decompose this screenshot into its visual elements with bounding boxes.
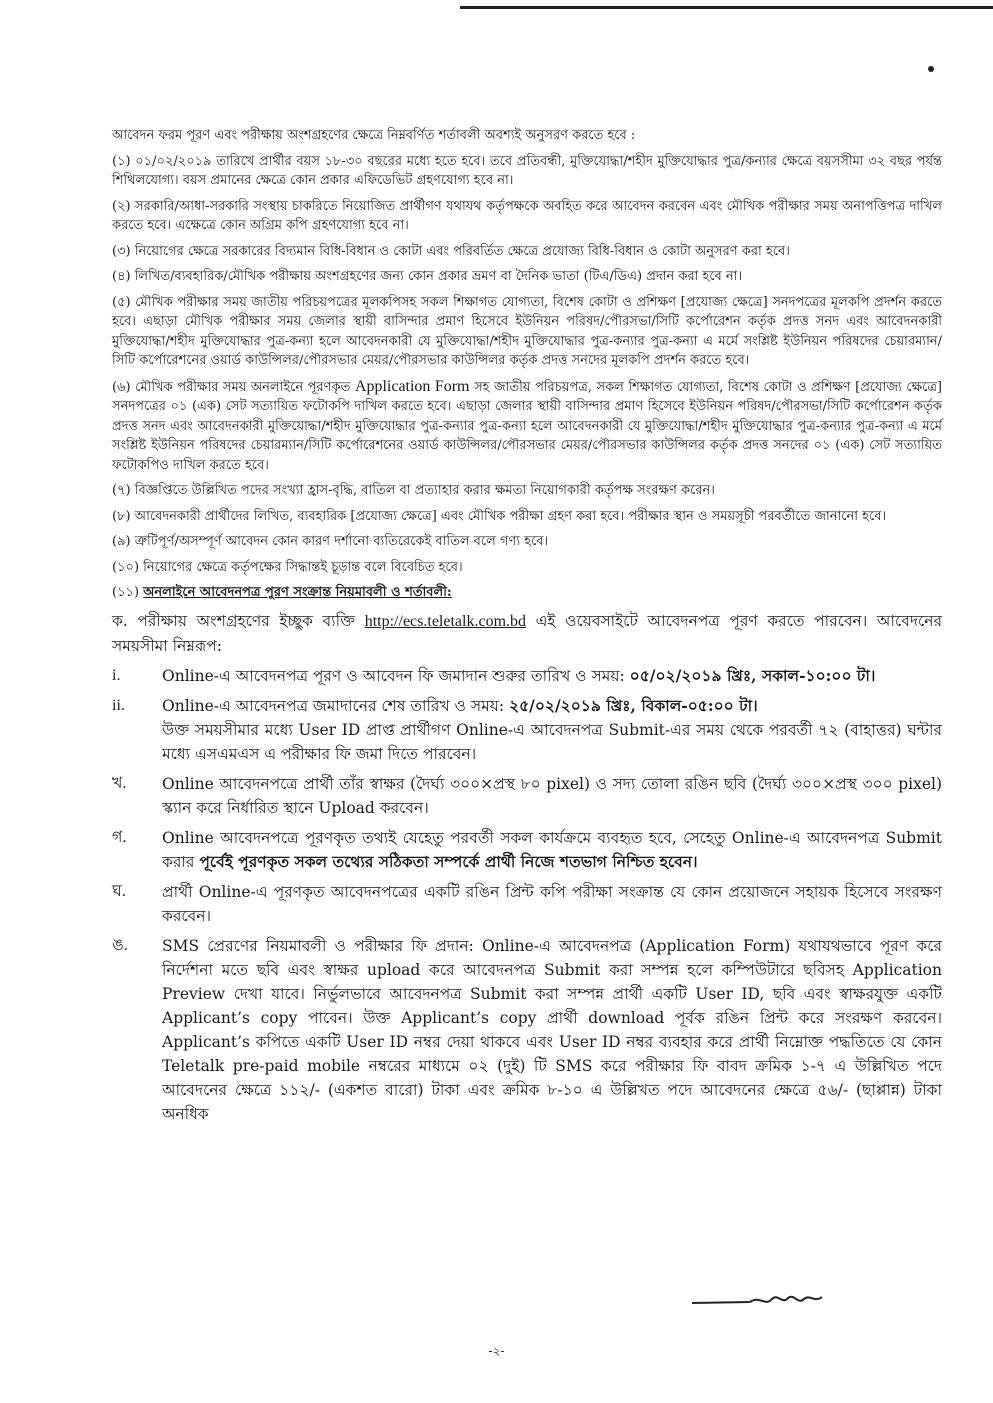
item-uma (112, 934, 942, 1126)
intro-text: আবেদন ফরম পূরণ এবং পরীক্ষায় অংশগ্রহণের ক্ষেত্রে নিম্নবর্ণিত শর্তাবলী অবশ্যই অনুসরণ করতে হবে : (112, 128, 636, 143)
document-body (112, 126, 942, 1132)
rule-6-rest: সহ জাতীয় পরিচয়পত্র, সকল শিক্ষাগত যোগ্যতা, বিশেষ কোটা ও প্রশিক্ষণ [প্রযোজ্য ক্ষেত্রে] সনদপত্রের ০১ (এক) সেট সত্যায়িত ফটোকপি দাখিল করতে হবে। এছাড়া জেলার স্থায়ী বাসিন্দার প্রমাণ হিসেবে ইউনিয়ন পরিষদ/পৌরসভা/সিটি কর্পোরেশন কর্তৃক প্রদত্ত সনদ এবং আবেদনকারী মুক্তিযোদ্ধা/শহীদ মুক্তিযোদ্ধার পুত্র-কন্যার পুত্র-কন্যা হলে আবেদনকারী যে মুক্তিযোদ্ধা/শহীদ মুক্তিযোদ্ধার পুত্র-কন্যার পুত্র-কন্যা এ মর্মে সংশ্লিষ্ট ইউনিয়ন পরিষদের চেয়ারম্যান/সিটি কর্পোরেশনের ওয়ার্ড কাউন্সিলর/পৌরসভার মেয়র/পৌরসভার কাউন্সিলর কর্তৃক প্রদত্ত সনদের ০১ (এক) সেট সত্যায়িত ফটোকপিও দাখিল করতে হবে। (112, 379, 943, 473)
item-i-start-date: ০৫/০২/২০১৯ খ্রিঃ, সকাল-১০:০০ টা। (629, 665, 876, 685)
rule-5: (৫) মৌখিক পরীক্ষার সময় জাতীয় পরিচয়পত্রের মূলকপিসহ সকল শিক্ষাগত যোগ্যতা, বিশেষ কোটা ও প্রশিক্ষণ [প্রযোজ্য ক্ষেত্রে] সনদপত্রের মূলকপি প্রদর্শন করতে হবে। এছাড়া মৌখিক পরীক্ষার সময় জেলার স্থায়ী বাসিন্দার প্রমাণ হিসেবে ইউনিয়ন পরিষদ/পৌরসভা/সিটি কর্পোরেশন কর্তৃক প্রদত্ত সনদ এবং আবেদনকারী মুক্তিযোদ্ধা/শহীদ মুক্তিযোদ্ধার পুত্র-কন্যা হলে আবেদনকারী যে মুক্তিযোদ্ধা/শহীদ মুক্তিযোদ্ধার পুত্র-কন্যার পুত্র-কন্যা এ মর্মে সংশ্লিষ্ট ইউনিয়ন পরিষদের চেয়ারম্যান/সিটি কর্পোরেশনের ওয়ার্ড কাউন্সিলর/পৌরসভার মেয়র/পৌরসভার কাউন্সিলর কর্তৃক প্রদত্ত সনদের মূলকপি প্রদর্শন করতে হবে। (112, 294, 942, 368)
item-i (112, 664, 942, 688)
item-kha-label: খ. (112, 774, 127, 792)
page-number: -২- (488, 1344, 505, 1358)
item-ka-lead: ক. পরীক্ষায় অংশগ্রহণের ইচ্ছুক ব্যক্তি (112, 611, 356, 630)
rule-8: (৮) আবেদনকারী প্রার্থীদের লিখিত, ব্যবহারিক [প্রযোজ্য ক্ষেত্রে] এবং মৌখিক পরীক্ষা গ্রহণ করা হবে। পরীক্ষার স্থান ও সময়সূচী পরবর্তীতে জানানো হবে। (112, 508, 887, 524)
item-ka-rest: এই ওয়েবসাইটে আবেদনপত্র পূরণ করতে পারবেন। আবেদনের সময়সীমা নিম্নরূপ: (112, 611, 942, 655)
item-ga-label: গ. (112, 828, 127, 846)
item-kha-text: Online আবেদনপত্রে প্রার্থী তাঁর স্বাক্ষর (দৈর্ঘ্য ৩০০×প্রস্থ ৮০ pixel) ও সদ্য তোলা রঙিন ছবি (দৈর্ঘ্য ৩০০×প্রস্থ ৩০০ pixel) স্ক্যান করে নির্ধারিত স্থানে Upload করবেন। (162, 774, 942, 817)
rule-7: (৭) বিজ্ঞপ্তিতে উল্লিখিত পদের সংখ্যা হ্রাস-বৃদ্ধি, বাতিল বা প্রত্যাহার করার ক্ষমতা নিয়োগকারী কর্তৃপক্ষ সংরক্ষণ করেন। (112, 483, 715, 498)
item-ga (112, 826, 942, 874)
item-kha (112, 772, 942, 820)
rule-4: (৪) লিখিত/ব্যবহারিক/মৌখিক পরীক্ষায় অংশগ্রহণের জন্য কোন প্রকার ভ্রমণ বা দৈনিক ভাতা (টিএ/ডিএ) প্রদান করা হবে না। (112, 269, 743, 284)
item-ii-label: ii. (112, 696, 125, 714)
item-ii-end-date: ২৫/০২/২০১৯ খ্রিঃ, বিকাল-০৫:০০ টা। (509, 695, 758, 715)
rule-6-lead: (৬) মৌখিক পরীক্ষার সময় অনলাইনে পূরণকৃত (112, 379, 351, 395)
signature-mark (690, 1285, 840, 1313)
item-ii (112, 694, 942, 766)
corner-mark (928, 66, 934, 72)
rule-11-title: অনলাইনে আবেদনপত্র পুরণ সংক্রান্ত নিয়মাবলী ও শর্তাবলী: (143, 585, 452, 600)
rule-10: (১০) নিয়োগের ক্ষেত্রে কর্তৃপক্ষের সিদ্ধান্তই চূড়ান্ত বলে বিবেচিত হবে। (112, 559, 463, 575)
item-ka (112, 609, 942, 658)
rule-9: (৯) ত্রুটিপূর্ণ/অসম্পূর্ণ আবেদন কোন কারণ দর্শানো ব্যতিরেকেই বাতিল বলে গণ্য হবে। (112, 534, 549, 549)
item-i-text: Online-এ আবেদনপত্র পূরণ ও আবেদন ফি জমাদান শুরুর তারিখ ও সময়: (162, 666, 625, 685)
rule-6 (112, 377, 942, 476)
website-link[interactable]: http://ecs.teletalk.com.bd (364, 612, 527, 630)
item-gha (112, 880, 942, 928)
rule-6-form-name: Application Form (354, 377, 470, 395)
item-gha-label: ঘ. (112, 882, 126, 900)
rule-11-heading (112, 583, 942, 603)
item-i-label: i. (112, 666, 121, 684)
item-uma-label: ঙ. (112, 936, 128, 954)
rule-1: (১) ০১/০২/২০১৯ তারিখে প্রার্থীর বয়স ১৮-৩০ বছরের মধ্যে হতে হবে। তবে প্রতিবন্ধী, মুক্তিযোদ্ধা/শহীদ মুক্তিযোদ্ধার পুত্র/কন্যার ক্ষেত্রে বয়সসীমা ৩২ বছর পর্যন্ত শিথিলযোগ্য। বয়স প্রমানের ক্ষেত্রে কোন প্রকার এফিডেভিট গ্রহণযোগ্য হবে না। (112, 153, 942, 188)
item-ga-emphasis: পূর্বেই পূরণকৃত সকল তথ্যের সঠিকতা সম্পর্কে প্রার্থী নিজে শতভাগ নিশ্চিত হবেন। (199, 851, 698, 871)
item-ga-text: Online আবেদনপত্রে পূরণকৃত তথ্যই যেহেতু পরবর্তী সকল কার্যক্রমে ব্যবহৃত হবে, সেহেতু Online-এ আবেদনপত্র Submit করার (162, 828, 942, 871)
rule-3: (৩) নিয়োগের ক্ষেত্রে সরকারের বিদ্যমান বিধি-বিধান ও কোটা এবং পরিবর্তিত ক্ষেত্রে প্রযোজ্য বিধি-বিধান ও কোটা অনুসরণ করা হবে। (112, 243, 790, 259)
item-ii-note: উক্ত সময়সীমার মধ্যে User ID প্রাপ্ত প্রার্থীগণ Online-এ আবেদনপত্র Submit-এর সময় থেকে পরবর্তী ৭২ (বাহাত্তর) ঘন্টার মধ্যে এসএমএস এ পরীক্ষার ফি জমা দিতে পারবেন। (162, 720, 942, 763)
rule-2: (২) সরকারি/আধা-সরকারি সংস্থায় চাকরিতে নিয়োজিত প্রার্থীগণ যথাযথ কর্তৃপক্ষকে অবহিত করে আবেদন করবেন এবং মৌখিক পরীক্ষার সময় অনাপত্তিপত্র দাখিল করতে হবে। এক্ষেত্রে কোন অগ্রিম কপি গ্রহণযোগ্য হবে না। (112, 198, 942, 233)
item-gha-text: প্রার্থী Online-এ পূরণকৃত আবেদনপত্রের একটি রঙিন প্রিন্ট কপি পরীক্ষা সংক্রান্ত যে কোন প্রয়োজনে সহায়ক হিসেবে সংরক্ষণ করবেন। (162, 882, 942, 925)
item-uma-text: SMS প্রেরণের নিয়মাবলী ও পরীক্ষার ফি প্রদান: Online-এ আবেদনপত্র (Application Form) যথাযথভাবে পূরণ করে নির্দেশনা মতে ছবি এবং স্বাক্ষর upload করে আবেদনপত্র Submit করা সম্পন্ন হলে কম্পিউটারে ছবিসহ Application Preview দেখা যাবে। নির্ভুলভাবে আবেদনপত্র Submit করা সম্পন্ন প্রার্থী একটি User ID, ছবি এবং স্বাক্ষরযুক্ত একটি Applicant’s copy পাবেন। উক্ত Applicant’s copy প্রার্থী download পূর্বক রঙিন প্রিন্ট করে সংরক্ষণ করবেন। Applicant’s কপিতে একটি User ID নম্বর দেয়া থাকবে এবং User ID নম্বর ব্যবহার করে প্রার্থী নিম্নোক্ত পদ্ধতিতে যে কোন Teletalk pre-paid mobile নম্বরের মাধ্যমে ০২ (দুই) টি SMS করে পরীক্ষার ফি বাবদ ক্রমিক ১-৭ এ উল্লিখিত পদে আবেদনের ক্ষেত্রে ১১২/- (একশত বারো) টাকা এবং ক্রমিক ৮-১০ এ উল্লিখত পদে আবেদনের ক্ষেত্রে ৫৬/- (ছাপ্পান্ন) টাকা অনধিক (162, 936, 942, 1123)
top-border-line (460, 6, 993, 9)
item-ii-text: Online-এ আবেদনপত্র জমাদানের শেষ তারিখ ও সময়: (162, 696, 505, 715)
rule-11-number: (১১) (112, 585, 140, 600)
